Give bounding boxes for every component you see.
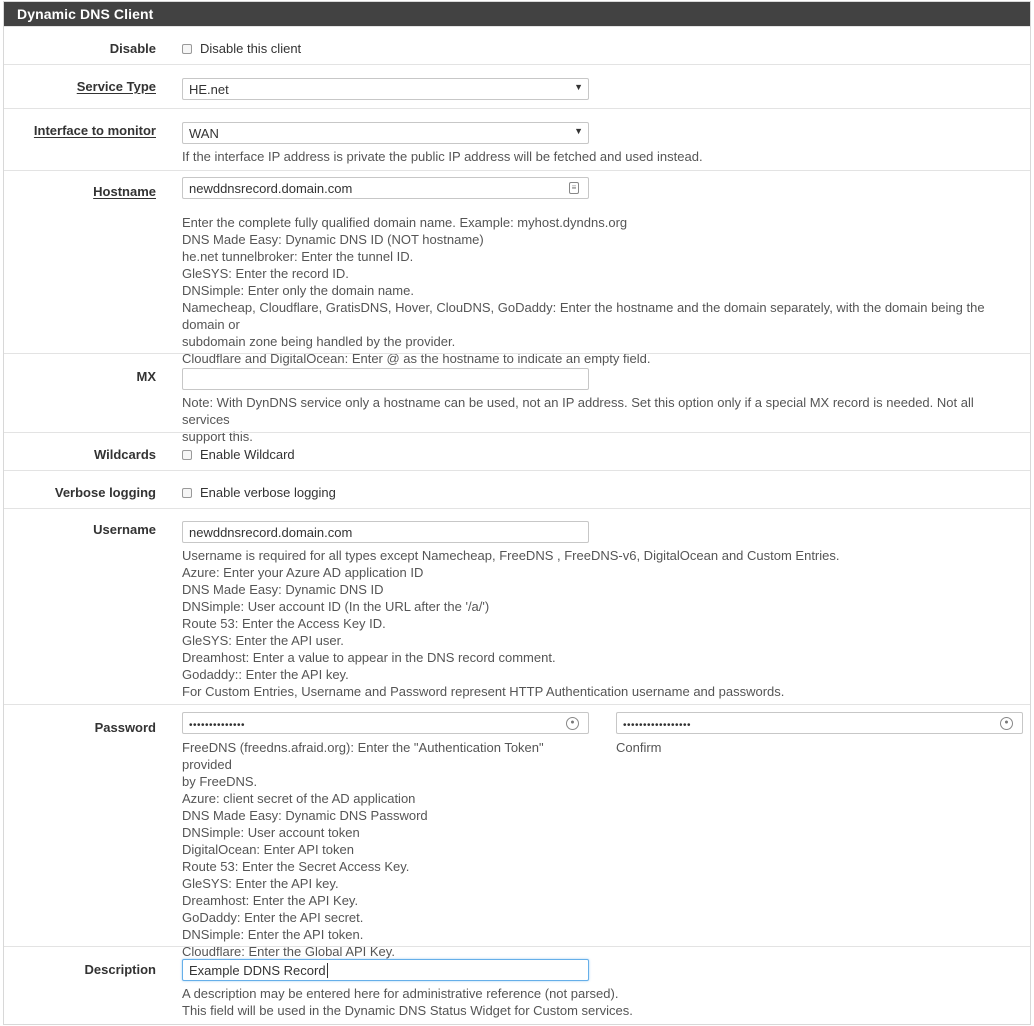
help-line: Namecheap, Cloudflare, GratisDNS, Hover, ClouDNS, GoDaddy: Enter the hostname and the domain separately, with the domain being the domain or [182,300,985,332]
help-line: DNSimple: Enter the API token. [182,927,364,942]
password-confirm-field [616,712,1023,756]
help-line: GoDaddy: Enter the API secret. [182,910,364,925]
caret-down-icon: ▼ [574,82,583,92]
help-line: DigitalOcean: Enter API token [182,842,354,857]
row-verbose-logging [4,470,1030,508]
key-icon[interactable]: ● [1000,717,1013,730]
help-line: Username is required for all types except Namecheap, FreeDNS , FreeDNS-v6, DigitalOcean and Custom Entries. [182,548,840,563]
help-line: GleSYS: Enter the record ID. [182,266,349,281]
disable-checkbox-label[interactable]: Disable this client [200,41,302,56]
help-line: Route 53: Enter the Secret Access Key. [182,859,410,874]
wildcards-checkbox-label[interactable]: Enable Wildcard [200,447,295,462]
verbose-checkbox-group[interactable] [182,485,336,500]
text-cursor [327,963,328,978]
service-type-value: HE.net [189,82,229,97]
service-type-select[interactable] [182,78,589,100]
disable-checkbox-group[interactable] [182,41,301,56]
description-label: Description [84,962,156,977]
hostname-help [182,214,1022,367]
interface-field [182,122,703,165]
description-help [182,985,1022,1019]
password-confirm-label: Confirm [616,740,662,755]
help-line: DNS Made Easy: Dynamic DNS ID [182,582,384,597]
password-confirm-value: ••••••••••••••••• [623,720,692,731]
verbose-checkbox[interactable] [182,488,192,498]
help-line: by FreeDNS. [182,774,258,789]
verbose-logging-label: Verbose logging [54,485,156,500]
row-description [4,946,1030,1026]
description-value: Example DDNS Record [189,963,326,978]
help-line: subdomain zone being handled by the provider. [182,334,456,349]
username-field [182,521,1022,700]
help-line: DNS Made Easy: Dynamic DNS Password [182,808,428,823]
password-field [182,712,602,960]
interface-value: WAN [189,126,219,141]
help-line: Cloudflare and DigitalOcean: Enter @ as the hostname to indicate an empty field. [182,351,651,366]
password-input[interactable] [182,712,589,734]
help-line: For Custom Entries, Username and Password represent HTTP Authentication username and passwords. [182,684,785,699]
help-line: Dreamhost: Enter a value to appear in the DNS record comment. [182,650,556,665]
help-line: Enter the complete fully qualified domain name. Example: myhost.dyndns.org [182,215,628,230]
wildcards-label: Wildcards [93,447,156,462]
hostname-value: newddnsrecord.domain.com [189,181,353,196]
help-line: DNSimple: Enter only the domain name. [182,283,414,298]
caret-down-icon: ▼ [574,126,583,136]
disable-checkbox[interactable] [182,44,192,54]
mx-label: MX [136,369,156,384]
dynamic-dns-client-panel [3,1,1031,1025]
username-input[interactable] [182,521,589,543]
row-mx [4,353,1030,444]
password-help [182,739,592,960]
help-line: DNS Made Easy: Dynamic DNS ID (NOT hostname) [182,232,484,247]
wildcards-checkbox[interactable] [182,450,192,460]
row-wildcards [4,432,1030,470]
contact-card-icon[interactable]: ≡ [569,182,579,194]
description-input[interactable] [182,959,589,981]
help-line: Dreamhost: Enter the API Key. [182,893,359,908]
panel-title: Dynamic DNS Client [4,2,1030,26]
verbose-checkbox-label[interactable]: Enable verbose logging [200,485,336,500]
hostname-field [182,177,1022,367]
username-value: newddnsrecord.domain.com [189,525,353,540]
row-disable [4,26,1030,64]
help-line: GleSYS: Enter the API key. [182,876,339,891]
hostname-input[interactable] [182,177,589,199]
help-line: Azure: Enter your Azure AD application ID [182,565,424,580]
service-type-field [182,78,589,100]
row-hostname [4,170,1030,366]
row-password [4,704,1030,959]
row-username [4,508,1030,704]
username-help [182,547,1022,700]
help-line: DNSimple: User account ID (In the URL after the '/a/') [182,599,490,614]
help-line: A description may be entered here for administrative reference (not parsed). [182,986,619,1001]
help-line: Route 53: Enter the Access Key ID. [182,616,386,631]
help-line: GleSYS: Enter the API user. [182,633,344,648]
help-line: FreeDNS (freedns.afraid.org): Enter the "Authentication Token" provided [182,740,544,772]
interface-help: If the interface IP address is private the public IP address will be fetched and used instead. [182,149,703,164]
password-label: Password [94,720,156,735]
help-line: he.net tunnelbroker: Enter the tunnel ID. [182,249,414,264]
wildcards-checkbox-group[interactable] [182,447,295,462]
help-line: Godaddy:: Enter the API key. [182,667,349,682]
username-label: Username [93,522,156,537]
hostname-label: Hostname [93,184,156,199]
help-line: support this. [182,429,253,444]
help-line: Note: With DynDNS service only a hostname can be used, not an IP address. Set this option only if a special MX record is needed. Not all services [182,395,974,427]
help-line: Cloudflare: Enter the Global API Key. [182,944,395,959]
row-interface [4,108,1030,170]
row-service-type [4,64,1030,108]
description-field [182,959,1022,1019]
help-line: DNSimple: User account token [182,825,360,840]
interface-select[interactable] [182,122,589,144]
disable-label: Disable [109,41,156,56]
password-confirm-input[interactable] [616,712,1023,734]
service-type-label: Service Type [76,79,156,94]
help-line: This field will be used in the Dynamic DNS Status Widget for Custom services. [182,1003,633,1018]
mx-input[interactable] [182,368,589,390]
password-value: •••••••••••••• [189,720,246,731]
help-line: Azure: client secret of the AD application [182,791,416,806]
key-icon[interactable]: ● [566,717,579,730]
interface-label: Interface to monitor [33,123,156,138]
